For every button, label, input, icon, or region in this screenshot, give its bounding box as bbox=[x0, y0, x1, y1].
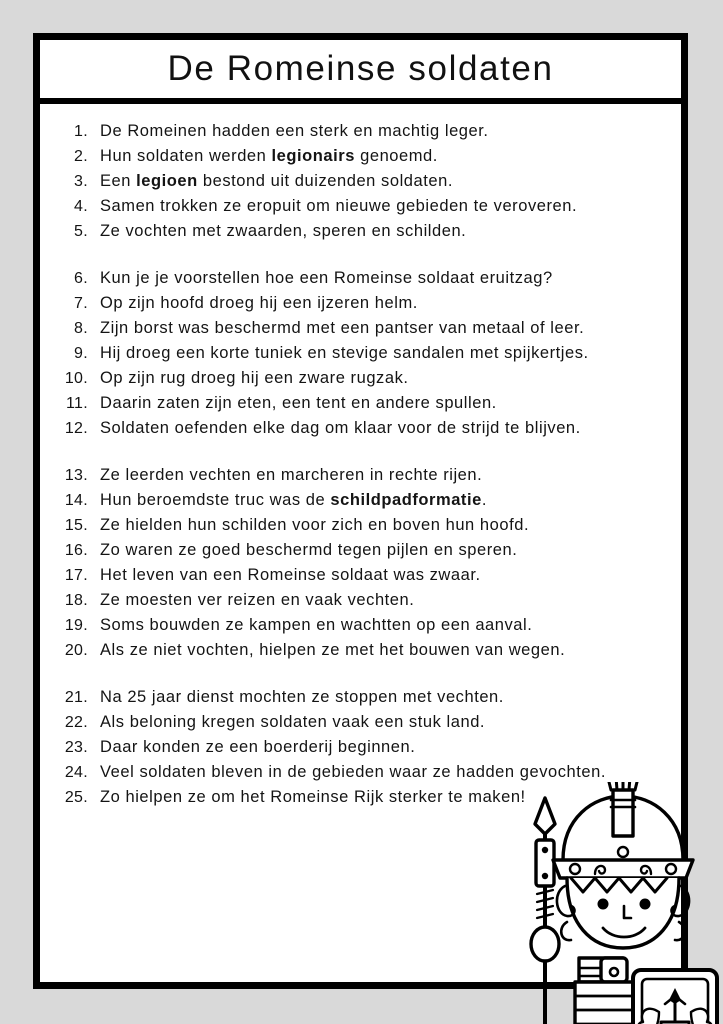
sentence-text bbox=[88, 369, 409, 388]
sentence-row bbox=[54, 466, 673, 491]
sentence-text bbox=[88, 516, 529, 535]
sentence-number: 17. bbox=[64, 567, 88, 584]
sentence-text-run: Ze leerden vechten en marcheren in rechte rijen. bbox=[100, 466, 483, 484]
sentence-text bbox=[88, 738, 415, 757]
sentence-row bbox=[54, 394, 673, 419]
sentence-text-run: Als ze niet vochten, hielpen ze met het bouwen van wegen. bbox=[100, 641, 566, 659]
sentence-text-run: Na 25 jaar dienst mochten ze stoppen met vechten. bbox=[100, 688, 504, 706]
sentence-text-run: Een bbox=[100, 172, 137, 190]
sentence-row bbox=[54, 419, 673, 444]
sentence-text-run: Ze vochten met zwaarden, speren en schilden. bbox=[100, 222, 467, 240]
sentence-bold-term: legioen bbox=[136, 172, 198, 190]
sentence-text bbox=[88, 713, 485, 732]
sentence-number: 24. bbox=[64, 764, 88, 781]
sentence-number: 21. bbox=[64, 689, 88, 706]
sentence-text bbox=[88, 344, 589, 363]
sentence-row bbox=[54, 738, 673, 763]
sentence-row bbox=[54, 713, 673, 738]
sentence-text bbox=[88, 172, 453, 191]
sentence-text bbox=[88, 269, 553, 288]
sentence-text-run: Kun je je voorstellen hoe een Romeinse soldaat eruitzag? bbox=[100, 269, 553, 287]
sentence-number: 16. bbox=[64, 542, 88, 559]
sentence-bold-term: legionairs bbox=[271, 147, 355, 165]
sentence-text bbox=[88, 197, 577, 216]
sentence-row bbox=[54, 147, 673, 172]
sentence-row bbox=[54, 763, 673, 788]
sentence-text-run: bestond uit duizenden soldaten. bbox=[197, 172, 453, 190]
sentence-text-run: Soldaten oefenden elke dag om klaar voor de strijd te blijven. bbox=[100, 419, 581, 437]
sentence-text-run: Op zijn rug droeg hij een zware rugzak. bbox=[100, 369, 409, 387]
sentence-row bbox=[54, 172, 673, 197]
sentence-row bbox=[54, 641, 673, 666]
sentence-bold-term: schildpadformatie bbox=[330, 491, 482, 509]
sentence-text-run: Ze hielden hun schilden voor zich en boven hun hoofd. bbox=[100, 516, 530, 534]
sentence-text bbox=[88, 319, 584, 338]
sentence-row bbox=[54, 122, 673, 147]
sentence-text bbox=[88, 122, 489, 141]
sentence-text-run: Veel soldaten bleven in de gebieden waar ze hadden gevochten. bbox=[100, 763, 606, 781]
page-title: De Romeinse soldaten bbox=[167, 49, 554, 88]
sentence-text-run: Zo waren ze goed beschermd tegen pijlen en speren. bbox=[100, 541, 518, 559]
sentence-text bbox=[88, 222, 466, 241]
sentence-text-run: Hij droeg een korte tuniek en stevige sandalen met spijkertjes. bbox=[100, 344, 589, 362]
sentence-row bbox=[54, 197, 673, 222]
sentence-number: 5. bbox=[74, 223, 88, 240]
sentence-row bbox=[54, 688, 673, 713]
sentence-row bbox=[54, 294, 673, 319]
sentence-text bbox=[88, 541, 517, 560]
sentence-text bbox=[88, 763, 606, 782]
sentence-number: 9. bbox=[74, 345, 88, 362]
sentence-text bbox=[88, 491, 487, 510]
sentence-group bbox=[54, 466, 673, 666]
sentence-group bbox=[54, 269, 673, 444]
sentence-row bbox=[54, 566, 673, 591]
sentence-row bbox=[54, 541, 673, 566]
sentence-text-run: Het leven van een Romeinse soldaat was zwaar. bbox=[100, 566, 481, 584]
worksheet-page bbox=[33, 33, 688, 989]
sentence-row bbox=[54, 616, 673, 641]
sentence-number: 13. bbox=[64, 467, 88, 484]
sentence-text-run: Op zijn hoofd droeg hij een ijzeren helm. bbox=[100, 294, 418, 312]
sentence-text-run: Daarin zaten zijn eten, een tent en andere spullen. bbox=[100, 394, 497, 412]
sentence-group bbox=[54, 122, 673, 247]
sentence-text bbox=[88, 147, 438, 166]
sentence-row bbox=[54, 369, 673, 394]
sentence-text-run: genoemd. bbox=[354, 147, 438, 165]
sentence-text-run: Samen trokken ze eropuit om nieuwe gebieden te veroveren. bbox=[100, 197, 578, 215]
sentence-number: 1. bbox=[74, 123, 88, 140]
sentence-text-run: Ze moesten ver reizen en vaak vechten. bbox=[100, 591, 415, 609]
sentence-number: 7. bbox=[74, 295, 88, 312]
sentence-text-run: Zo hielpen ze om het Romeinse Rijk sterker te maken! bbox=[100, 788, 526, 806]
sentence-text bbox=[88, 294, 418, 313]
sentence-number: 23. bbox=[64, 739, 88, 756]
sentence-text bbox=[88, 788, 526, 807]
sentence-text-run: Daar konden ze een boerderij beginnen. bbox=[100, 738, 416, 756]
sentence-group bbox=[54, 688, 673, 813]
sentence-row bbox=[54, 269, 673, 294]
sentence-text-run: Hun soldaten werden bbox=[100, 147, 272, 165]
sentence-number: 6. bbox=[74, 270, 88, 287]
sentence-text bbox=[88, 419, 581, 438]
sentence-text-run: . bbox=[481, 491, 487, 509]
sentence-text-run: De Romeinen hadden een sterk en machtig leger. bbox=[100, 122, 489, 140]
sentence-text bbox=[88, 466, 482, 485]
sentence-text-run: Hun beroemdste truc was de bbox=[100, 491, 331, 509]
sentence-text bbox=[88, 641, 565, 660]
sentence-number: 2. bbox=[74, 148, 88, 165]
sentence-text-run: Als beloning kregen soldaten vaak een stuk land. bbox=[100, 713, 486, 731]
sentence-row bbox=[54, 344, 673, 369]
sentence-number: 22. bbox=[64, 714, 88, 731]
sentence-number: 15. bbox=[64, 517, 88, 534]
sentence-row bbox=[54, 591, 673, 616]
sentence-text bbox=[88, 688, 504, 707]
sentence-number: 10. bbox=[64, 370, 88, 387]
sentence-row bbox=[54, 319, 673, 344]
sentence-number: 8. bbox=[74, 320, 88, 337]
title-box bbox=[40, 40, 681, 104]
sentence-number: 19. bbox=[64, 617, 88, 634]
sentence-number: 25. bbox=[64, 789, 88, 806]
sentence-number: 4. bbox=[74, 198, 88, 215]
sentence-text bbox=[88, 591, 414, 610]
sentence-list bbox=[40, 104, 681, 813]
sentence-text bbox=[88, 616, 532, 635]
sentence-number: 18. bbox=[64, 592, 88, 609]
sentence-text bbox=[88, 566, 481, 585]
sentence-row bbox=[54, 788, 673, 813]
sentence-number: 14. bbox=[64, 492, 88, 509]
sentence-number: 11. bbox=[66, 395, 88, 412]
sentence-text-run: Zijn borst was beschermd met een pantser van metaal of leer. bbox=[100, 319, 585, 337]
sentence-text bbox=[88, 394, 497, 413]
sentence-row bbox=[54, 222, 673, 247]
sentence-text-run: Soms bouwden ze kampen en wachtten op een aanval. bbox=[100, 616, 533, 634]
sentence-number: 20. bbox=[64, 642, 88, 659]
sentence-number: 12. bbox=[64, 420, 88, 437]
sentence-row bbox=[54, 491, 673, 516]
sentence-number: 3. bbox=[74, 173, 88, 190]
sentence-row bbox=[54, 516, 673, 541]
